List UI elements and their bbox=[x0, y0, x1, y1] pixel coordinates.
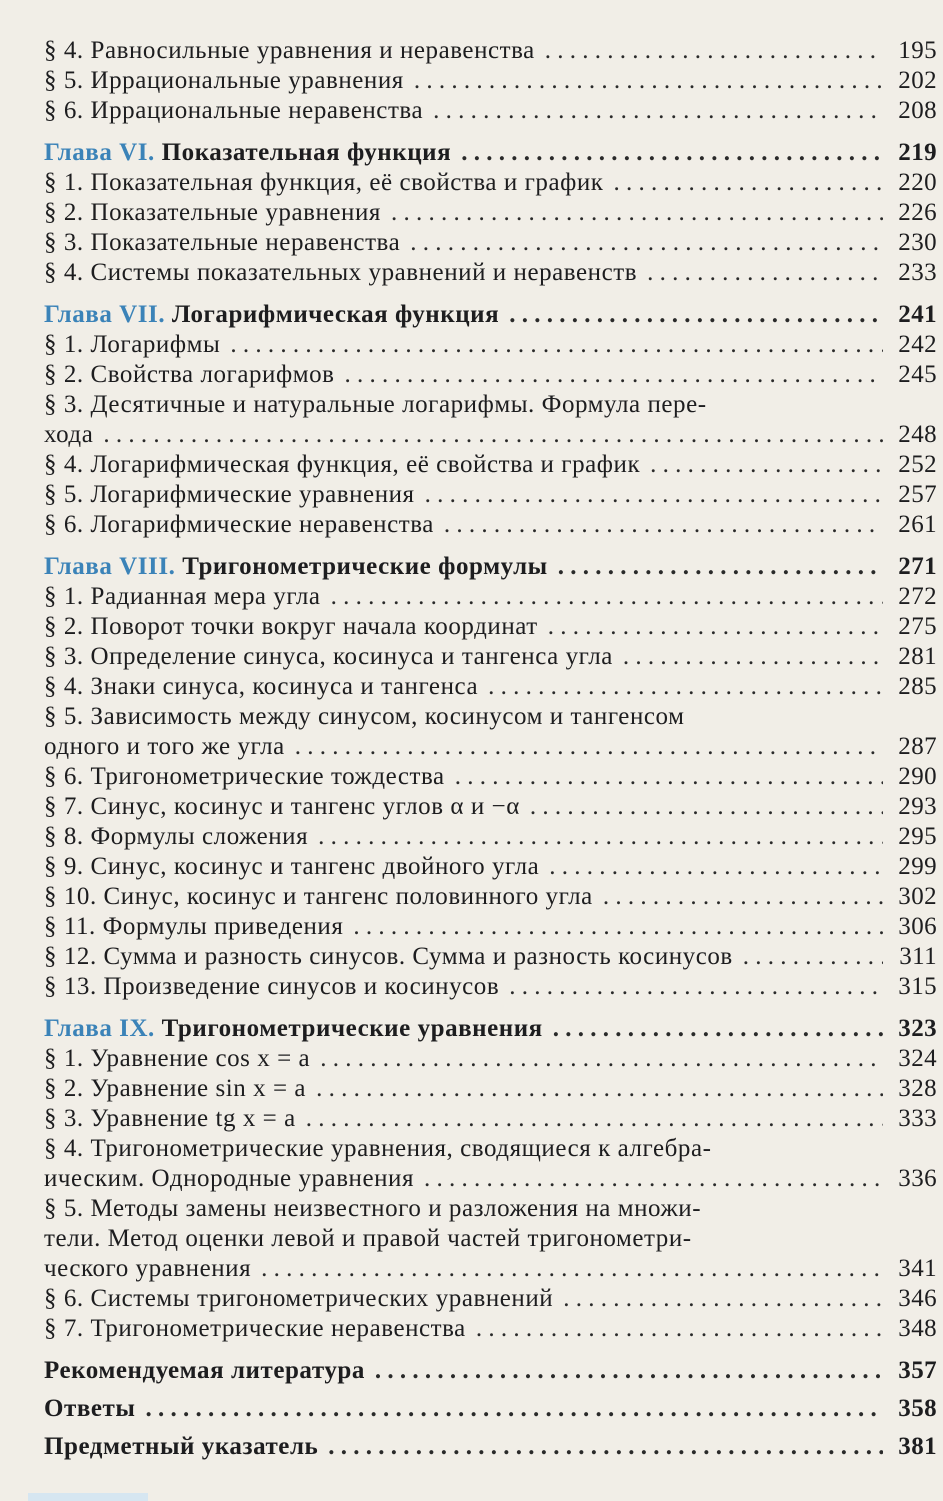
page-number: 271 bbox=[898, 553, 937, 580]
toc-entry bbox=[44, 732, 937, 762]
page-number: 357 bbox=[898, 1357, 937, 1384]
leader-dots bbox=[623, 642, 883, 672]
chapter-title: Логарифмическая функция bbox=[165, 301, 500, 328]
page-number: 315 bbox=[898, 973, 937, 1000]
leader-dots bbox=[444, 510, 883, 540]
leader-dots bbox=[488, 672, 883, 702]
section-title: хода bbox=[44, 421, 94, 448]
toc-entry bbox=[44, 1104, 937, 1134]
leader-dots bbox=[345, 360, 883, 390]
toc-entry bbox=[44, 258, 937, 288]
page-number: 219 bbox=[898, 139, 937, 166]
page-number: 293 bbox=[898, 793, 937, 820]
section-title: § 8. Формулы сложения bbox=[44, 823, 309, 850]
toc-entry bbox=[44, 138, 937, 168]
page-number: 306 bbox=[898, 913, 937, 940]
page-number: 341 bbox=[898, 1255, 937, 1282]
toc-entry bbox=[44, 66, 937, 96]
page-number: 242 bbox=[898, 331, 937, 358]
leader-dots bbox=[375, 1356, 883, 1386]
leader-dots bbox=[306, 1104, 883, 1134]
section-title: § 11. Формулы приведения bbox=[44, 913, 344, 940]
leader-dots bbox=[320, 1044, 883, 1074]
toc-entry bbox=[44, 942, 937, 972]
leader-dots bbox=[318, 822, 883, 852]
toc-entry bbox=[44, 1164, 937, 1194]
leader-dots bbox=[558, 552, 883, 582]
toc-entry bbox=[44, 762, 937, 792]
section-title: ическим. Однородные уравнения bbox=[44, 1165, 415, 1192]
toc-entry bbox=[44, 882, 937, 912]
section-title: § 1. Радианная мера угла bbox=[44, 583, 321, 610]
toc-entry bbox=[44, 168, 937, 198]
page-number: 281 bbox=[898, 643, 937, 670]
back-matter-title: Ответы bbox=[44, 1395, 136, 1422]
page-number: 324 bbox=[898, 1045, 937, 1072]
page-number: 230 bbox=[898, 229, 937, 256]
section-title: § 10. Синус, косинус и тангенс половинного угла bbox=[44, 883, 593, 910]
chapter-heading bbox=[44, 1014, 543, 1044]
leader-dots bbox=[433, 96, 883, 126]
page-number: 336 bbox=[898, 1165, 937, 1192]
page-number: 295 bbox=[898, 823, 937, 850]
page-number: 346 bbox=[898, 1285, 937, 1312]
toc-entry bbox=[44, 330, 937, 360]
chapter-number: Глава IX. bbox=[44, 1015, 155, 1042]
page-number: 245 bbox=[898, 361, 937, 388]
chapter-number: Глава VII. bbox=[44, 301, 166, 328]
toc-entry bbox=[44, 1432, 937, 1462]
leader-dots bbox=[261, 1254, 883, 1284]
toc-entry bbox=[44, 510, 937, 540]
section-title: § 3. Уравнение tg x = a bbox=[44, 1105, 296, 1132]
leader-dots bbox=[145, 1394, 883, 1424]
leader-dots bbox=[316, 1074, 883, 1104]
leader-dots bbox=[545, 36, 883, 66]
page-number: 348 bbox=[898, 1315, 937, 1342]
section-title: § 2. Показательные уравнения bbox=[44, 199, 381, 226]
chapter-number: Глава VI. bbox=[44, 139, 155, 166]
leader-dots bbox=[295, 732, 883, 762]
toc-entry bbox=[44, 300, 937, 330]
toc-entry bbox=[44, 36, 937, 66]
section-title: § 1. Показательная функция, её свойства и график bbox=[44, 169, 604, 196]
section-title: § 1. Логарифмы bbox=[44, 331, 221, 358]
leader-dots bbox=[230, 330, 883, 360]
toc-entry bbox=[44, 360, 937, 390]
leader-dots bbox=[461, 138, 883, 168]
toc-entry bbox=[44, 822, 937, 852]
section-title: § 5. Логарифмические уравнения bbox=[44, 481, 415, 508]
chapter-heading bbox=[44, 138, 451, 168]
page-number: 241 bbox=[898, 301, 937, 328]
section-title-line: § 3. Десятичные и натуральные логарифмы. Формула пере- bbox=[44, 391, 707, 418]
leader-dots bbox=[103, 420, 883, 450]
toc-entry bbox=[44, 552, 937, 582]
back-matter-title: Предметный указатель bbox=[44, 1433, 319, 1460]
page-number: 323 bbox=[898, 1015, 937, 1042]
leader-dots bbox=[553, 1014, 883, 1044]
page-number: 358 bbox=[898, 1395, 937, 1422]
section-title: § 4. Логарифмическая функция, её свойства и график bbox=[44, 451, 641, 478]
toc-entry bbox=[44, 672, 937, 702]
section-title: § 3. Показательные неравенства bbox=[44, 229, 401, 256]
section-title: § 13. Произведение синусов и косинусов bbox=[44, 973, 500, 1000]
leader-dots bbox=[603, 882, 883, 912]
page-number: 208 bbox=[898, 97, 937, 124]
section-title: § 2. Свойства логарифмов bbox=[44, 361, 335, 388]
toc-entry bbox=[44, 1314, 937, 1344]
toc-entry bbox=[44, 1356, 937, 1386]
toc-entry bbox=[44, 450, 937, 480]
toc-entry bbox=[44, 96, 937, 126]
toc-entry bbox=[44, 612, 937, 642]
leader-dots bbox=[353, 912, 883, 942]
toc-entry bbox=[44, 912, 937, 942]
page-number: 226 bbox=[898, 199, 937, 226]
page-number: 290 bbox=[898, 763, 937, 790]
section-title: § 2. Поворот точки вокруг начала координат bbox=[44, 613, 538, 640]
leader-dots bbox=[328, 1432, 883, 1462]
toc-entry bbox=[44, 1074, 937, 1104]
toc-entry bbox=[44, 642, 937, 672]
section-title: § 9. Синус, косинус и тангенс двойного угла bbox=[44, 853, 540, 880]
page-number: 287 bbox=[898, 733, 937, 760]
section-title: § 6. Логарифмические неравенства bbox=[44, 511, 434, 538]
toc-entry bbox=[44, 1394, 937, 1424]
page-number: 302 bbox=[898, 883, 937, 910]
toc-entry bbox=[44, 582, 937, 612]
leader-dots bbox=[563, 1284, 883, 1314]
section-title: § 6. Тригонометрические тождества bbox=[44, 763, 445, 790]
toc-entry bbox=[44, 1014, 937, 1044]
section-title: § 7. Синус, косинус и тангенс углов α и −α bbox=[44, 793, 520, 820]
page-number: 257 bbox=[898, 481, 937, 508]
section-title: § 12. Сумма и разность синусов. Сумма и разность косинусов bbox=[44, 943, 733, 970]
chapter-title: Показательная функция bbox=[154, 139, 452, 166]
leader-dots bbox=[650, 450, 883, 480]
page-number: 220 bbox=[898, 169, 937, 196]
page-number: 195 bbox=[898, 37, 937, 64]
chapter-heading bbox=[44, 552, 548, 582]
section-title: § 5. Иррациональные уравнения bbox=[44, 67, 404, 94]
page-number: 233 bbox=[898, 259, 937, 286]
section-title: § 6. Системы тригонометрических уравнений bbox=[44, 1285, 554, 1312]
page-number: 275 bbox=[898, 613, 937, 640]
section-title-line: § 5. Зависимость между синусом, косинусом и тангенсом bbox=[44, 703, 685, 730]
page-number: 299 bbox=[898, 853, 937, 880]
page-number: 252 bbox=[898, 451, 937, 478]
chapter-number: Глава VIII. bbox=[44, 553, 176, 580]
chapter-title: Тригонометрические формулы bbox=[175, 553, 548, 580]
leader-dots bbox=[647, 258, 883, 288]
section-title: § 4. Системы показательных уравнений и неравенств bbox=[44, 259, 638, 286]
leader-dots bbox=[509, 972, 883, 1002]
page-number: 333 bbox=[898, 1105, 937, 1132]
section-title: одного и того же угла bbox=[44, 733, 285, 760]
leader-dots bbox=[414, 66, 883, 96]
section-title: § 3. Определение синуса, косинуса и тангенса угла bbox=[44, 643, 613, 670]
leader-dots bbox=[743, 942, 883, 972]
page-number: 248 bbox=[898, 421, 937, 448]
leader-dots bbox=[424, 1164, 883, 1194]
page-number: 261 bbox=[898, 511, 937, 538]
leader-dots bbox=[410, 228, 883, 258]
leader-dots bbox=[509, 300, 883, 330]
toc-entry bbox=[44, 1044, 937, 1074]
toc-entry bbox=[44, 972, 937, 1002]
chapter-title: Тригонометрические уравнения bbox=[154, 1015, 543, 1042]
chapter-heading bbox=[44, 300, 499, 330]
page-number: 272 bbox=[898, 583, 937, 610]
page-number: 328 bbox=[898, 1075, 937, 1102]
toc-entry bbox=[44, 198, 937, 228]
toc-entry bbox=[44, 480, 937, 510]
back-matter-title: Рекомендуемая литература bbox=[44, 1357, 365, 1384]
leader-dots bbox=[548, 612, 883, 642]
page-number: 311 bbox=[899, 943, 937, 970]
toc-entry bbox=[44, 852, 937, 882]
section-title-line: § 5. Методы замены неизвестного и разложения на множи- bbox=[44, 1195, 702, 1222]
section-title: § 7. Тригонометрические неравенства bbox=[44, 1315, 466, 1342]
leader-dots bbox=[530, 792, 883, 822]
page-number: 202 bbox=[898, 67, 937, 94]
page-number: 285 bbox=[898, 673, 937, 700]
leader-dots bbox=[476, 1314, 883, 1344]
section-title: § 4. Знаки синуса, косинуса и тангенса bbox=[44, 673, 479, 700]
leader-dots bbox=[549, 852, 883, 882]
page-edge-mark bbox=[28, 1493, 148, 1501]
toc-entry bbox=[44, 228, 937, 258]
page-number: 381 bbox=[898, 1433, 937, 1460]
section-title: ческого уравнения bbox=[44, 1255, 252, 1282]
section-title-line: тели. Метод оценки левой и правой частей тригонометри- bbox=[44, 1225, 692, 1252]
toc-entry bbox=[44, 420, 937, 450]
leader-dots bbox=[391, 198, 883, 228]
toc-entry bbox=[44, 1284, 937, 1314]
leader-dots bbox=[425, 480, 883, 510]
section-title: § 2. Уравнение sin x = a bbox=[44, 1075, 307, 1102]
section-title-line: § 4. Тригонометрические уравнения, сводящиеся к алгебра- bbox=[44, 1135, 712, 1162]
leader-dots bbox=[331, 582, 883, 612]
section-title: § 4. Равносильные уравнения и неравенства bbox=[44, 37, 535, 64]
section-title: § 1. Уравнение cos x = a bbox=[44, 1045, 311, 1072]
toc-entry bbox=[44, 1254, 937, 1284]
section-title: § 6. Иррациональные неравенства bbox=[44, 97, 424, 124]
leader-dots bbox=[455, 762, 883, 792]
leader-dots bbox=[613, 168, 883, 198]
toc-entry bbox=[44, 792, 937, 822]
